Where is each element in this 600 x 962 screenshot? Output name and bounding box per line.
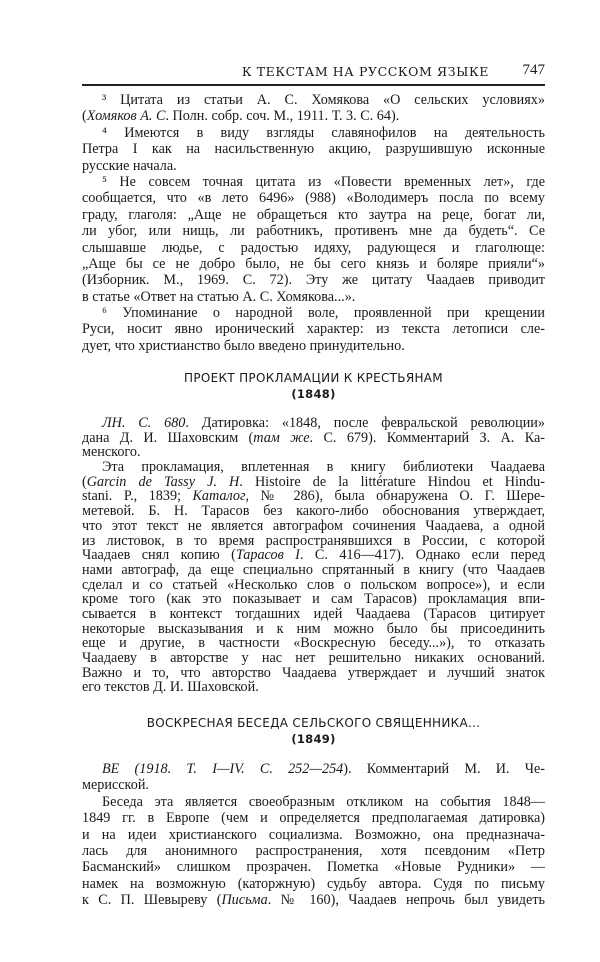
text-line — [82, 666, 545, 681]
italic-text: Каталог — [192, 488, 246, 505]
text-line — [82, 534, 545, 549]
text-segment: мерисской. — [82, 777, 149, 794]
text-line — [82, 489, 545, 504]
text-line — [82, 289, 545, 305]
running-header-title: К ТЕКСТАМ НА РУССКОМ ЯЗЫКЕ — [241, 64, 489, 79]
text-segment: ³ Цитата из статьи А. С. Хомякова «О сельских условиях» — [102, 92, 545, 108]
italic-text: Хомяков А. С — [86, 108, 166, 125]
text-line — [82, 223, 545, 239]
text-segment: сообщается, что «в лето 6496» (988) «Володимеръ посла по всему — [82, 190, 545, 207]
text-line — [82, 519, 545, 534]
text-line — [82, 190, 545, 206]
text-line — [82, 578, 545, 593]
text-line — [82, 761, 545, 777]
text-line — [82, 651, 545, 666]
text-segment: и на идеи христианского социализма. Возможно, она предназнача- — [82, 826, 545, 843]
text-segment: лась для анонимного распространения, хотя псевдоним «Петр — [82, 842, 545, 859]
italic-text: Письма — [221, 892, 268, 909]
text-segment: слышавше людье, с радостью идяху, радующеся и глаголюще: — [82, 239, 545, 256]
text-line — [82, 460, 545, 475]
text-segment: кроме того (как это показывает и сам Тарасов) прокламация впи- — [82, 591, 545, 608]
text-segment: сывается в контекст тогдашних идей Чаадаева (Тарасов цитирует — [82, 605, 545, 622]
section-heading-proclamation — [82, 370, 545, 402]
text-segment: . Датировка: «1848, после февральской революции» — [185, 415, 545, 431]
text-line — [82, 592, 545, 607]
text-line — [82, 563, 545, 578]
proclamation-commentary — [82, 416, 545, 695]
text-line — [82, 305, 545, 321]
sunday-talk-commentary — [82, 761, 545, 909]
section-title: ВОСКРЕСНАЯ БЕСЕДА СЕЛЬСКОГО СВЯЩЕННИКА... — [146, 716, 481, 730]
text-line — [82, 321, 545, 337]
text-line — [82, 548, 545, 563]
text-segment: ли убог, или нищь, ли работникъ, противенъ мне да будеть“. Се — [82, 223, 545, 240]
text-segment: ( — [82, 473, 87, 490]
text-line — [82, 108, 545, 124]
text-segment: некоторые высказывания и к ним можно было бы присоединить — [82, 620, 545, 637]
italic-text: Тарасов I — [235, 547, 300, 564]
text-segment: . С. 679). Комментарий З. А. Ка- — [309, 429, 546, 446]
text-line — [82, 125, 545, 141]
text-segment: Эта прокламация, вплетенная в книгу библиотеки Чаадаева — [102, 459, 545, 476]
italic-text: ЛН. С. 680 — [102, 415, 186, 431]
text-line — [82, 876, 545, 892]
text-segment: ⁴ Имеются в виду взгляды славянофилов на деятельность — [102, 124, 545, 141]
text-segment: менского. — [82, 444, 141, 461]
text-line — [82, 504, 545, 519]
text-segment: русские начала. — [82, 157, 177, 174]
text-line — [82, 810, 545, 826]
text-segment: 1849 гг. в Европе (чем и определяется предполагаемая датировка) — [82, 810, 545, 827]
text-line — [82, 240, 545, 256]
text-line — [82, 445, 545, 460]
text-line — [82, 256, 545, 272]
text-segment: . Histoire de la littérature Hindou et Hindu- — [239, 473, 545, 490]
text-line — [82, 777, 545, 793]
text-segment: дует, что христианство было введено принудительно. — [82, 337, 405, 354]
text-line — [82, 338, 545, 354]
page-number: 747 — [522, 62, 545, 78]
text-line — [82, 272, 545, 288]
text-segment: . № 160), Чаадаев непрочь был увидеть — [267, 892, 545, 909]
text-segment: что этот текст не является автографом сочинения Чаадаева, а одной — [82, 517, 545, 534]
text-segment: метевой. Б. Н. Тарасов без какого-либо обоснования утверждает, — [82, 503, 545, 520]
section-year: (1849) — [291, 732, 336, 746]
text-segment: еще и другие, в частности «Воскресную беседу...»), то отказать — [82, 635, 545, 652]
text-line — [82, 431, 545, 446]
text-line — [82, 636, 545, 651]
text-segment: ). Комментарий М. И. Че- — [343, 761, 546, 777]
footnotes-block — [82, 92, 545, 354]
section-year: (1848) — [291, 387, 336, 401]
text-line — [82, 827, 545, 843]
text-line — [82, 622, 545, 637]
text-segment: ( — [82, 108, 87, 125]
text-segment: к С. П. Шевыреву ( — [82, 892, 222, 909]
text-line — [82, 92, 545, 108]
text-segment: сделал и со статьей «Несколько слов о польском вопросе»), и если — [82, 576, 545, 593]
text-segment: дана Д. И. Шаховским ( — [82, 429, 254, 446]
text-segment: ⁶ Упоминание о народной воле, проявленной при крещении — [102, 305, 545, 322]
text-line — [82, 892, 545, 908]
text-segment: (Изборник. М., 1969. С. 72). Эту же цитату Чаадаев приводит — [82, 272, 545, 289]
text-segment: Чаадаеву в авторстве у нас нет решительно никаких оснований. — [82, 650, 545, 666]
text-segment: Беседа эта является своеобразным откликом на события 1848— — [102, 793, 545, 810]
text-line — [82, 859, 545, 875]
text-segment: „Аще бы се не добро было, не бы сего князь и боляре прияли“» — [82, 255, 545, 272]
text-segment: . Полн. собр. соч. М., 1911. Т. 3. С. 64). — [165, 108, 400, 125]
text-line — [82, 475, 545, 490]
section-title: ПРОЕКТ ПРОКЛАМАЦИИ К КРЕСТЬЯНАМ — [184, 371, 443, 385]
text-segment: граду, глаголя: „Аще не обращеться кто заутра на реце, богат ли, — [82, 206, 545, 223]
italic-text: ВЕ (1918. Т. I—IV. С. 252—254 — [102, 761, 344, 777]
text-line — [82, 607, 545, 622]
text-segment: Петра I как на насильственную акцию, разрушившую исконные — [82, 141, 545, 158]
text-segment: Важно и то, что авторство Чаадаева утверждает и лучший знаток — [82, 664, 545, 681]
text-segment: Чаадаев снял копию ( — [82, 547, 236, 564]
italic-text: там же — [253, 429, 310, 446]
header-rule — [82, 84, 545, 86]
text-segment: нами автограф, да еще специально спрятанный в книгу (что Чаадаев — [82, 561, 545, 578]
text-line — [82, 416, 545, 431]
text-line — [82, 141, 545, 157]
text-line — [82, 174, 545, 190]
text-segment: Руси, носит явно иронический характер: из текста летописи сле- — [82, 321, 545, 338]
text-line — [82, 843, 545, 859]
text-line — [82, 158, 545, 174]
text-segment: из листовок, в то время распространявшихся в России, с которой — [82, 532, 545, 549]
text-segment: в статье «Ответ на статью А. С. Хомякова...». — [82, 288, 356, 305]
text-line — [82, 207, 545, 223]
text-segment: намек на возможную (каторжную) судьбу автора. Судя по письму — [82, 875, 545, 892]
text-segment: stani. P., 1839; — [82, 488, 193, 505]
section-heading-sunday-talk — [82, 715, 545, 747]
text-line — [82, 680, 545, 695]
text-line — [82, 794, 545, 810]
text-segment: его текстов Д. И. Шаховской. — [82, 679, 259, 696]
text-segment: Басманский» слишком прозрачен. Пометка «Новые Рудники» — — [82, 859, 545, 876]
text-segment: . С. 416—417). Однако если перед — [299, 547, 545, 564]
italic-text: Garcin de Tassy J. H — [86, 473, 240, 490]
text-segment: , № 286), была обнаружена О. Г. Шере- — [245, 488, 545, 505]
running-header — [82, 60, 545, 82]
text-segment: ⁵ Не совсем точная цитата из «Повести временных лет», где — [102, 173, 545, 190]
